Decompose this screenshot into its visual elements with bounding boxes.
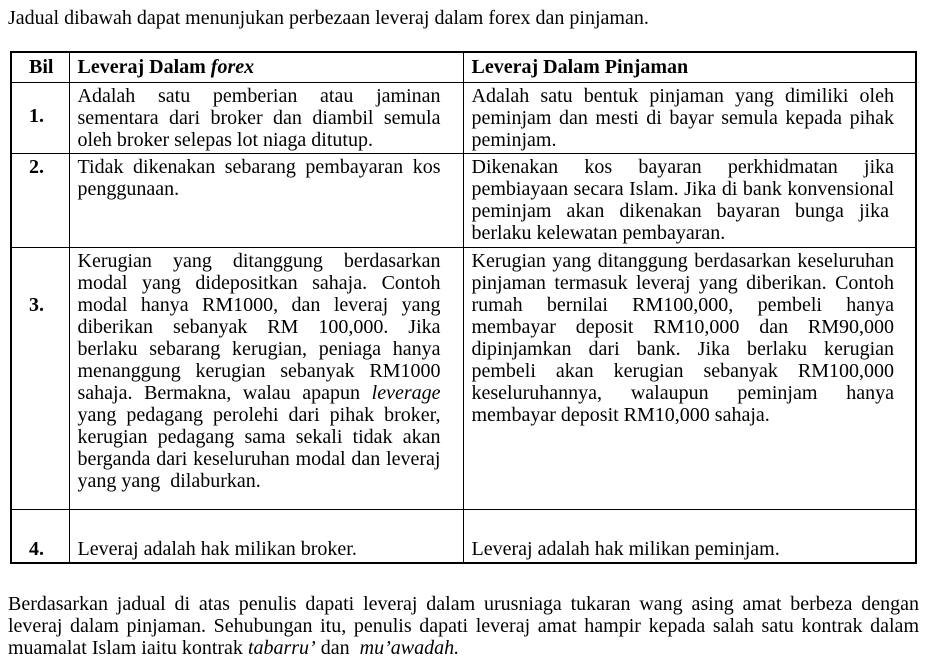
text-segment: Berdasarkan jadual di atas penulis dapati leveraj dalam urusniaga tukaran wang asing amat berbeza dengan leveraj dalam pinjaman. Sehubungan itu, penulis dapati leveraj amat hampir kepada salah satu kontrak dalam muamalat Islam iaitu kontrak: [8, 592, 919, 659]
bil-cell: 3.: [11, 247, 69, 509]
table-row: [11, 247, 916, 509]
text-segment: Leveraj adalah hak milikan peminjam.: [471, 537, 780, 560]
text-segment: Adalah satu pemberian atau jaminan sementara dari broker dan diambil semula oleh broker selepas lot niaga ditutup.: [77, 84, 441, 151]
text-segment: forex: [210, 56, 255, 79]
intro-paragraph: Jadual dibawah dapat menunjukan perbezaan leveraj dalam forex dan pinjaman.: [8, 7, 649, 29]
bil-cell: 2.: [11, 153, 69, 247]
pinjaman-cell: [463, 153, 916, 247]
pinjaman-cell: [463, 247, 916, 509]
pinjaman-cell: [463, 82, 916, 153]
comparison-table: [10, 51, 917, 564]
text-segment: Adalah satu bentuk pinjaman yang dimiliki oleh peminjam dan mesti di bayar semula kepada pihak peminjam.: [471, 84, 894, 151]
text-segment: Kerugian yang ditanggung berdasarkan keseluruhan pinjaman termasuk leveraj yang diberikan. Contoh rumah bernilai RM100,000, pembeli hanya membayar deposit RM10,000 dan RM90,000 dipinjamkan dari bank. Jika berlaku kerugian pembeli akan kerugian sebanyak RM100,000 keseluruhannya, walaupun peminjam hanya membayar deposit RM10,000 sahaja.: [471, 249, 894, 426]
bil-cell: 1.: [11, 82, 69, 153]
text-segment: yang pedagang perolehi dari pihak broker, kerugian pedagang sama sekali tidak akan berganda dari keseluruhan modal dan leveraj yang yang dilaburkan.: [77, 403, 441, 492]
table-header: [11, 52, 916, 82]
table-row: [11, 153, 916, 247]
header-leveraj-pinjaman: Leveraj Dalam Pinjaman: [463, 52, 916, 82]
forex-cell: [69, 153, 463, 247]
text-segment: Leveraj adalah hak milikan broker.: [77, 537, 357, 560]
header-bil: Bil: [11, 52, 69, 82]
text-segment: Tidak dikenakan sebarang pembayaran kos penggunaan.: [77, 155, 441, 200]
header-row: [11, 52, 916, 82]
text-segment: dan: [315, 636, 360, 659]
document-page: [0, 7, 927, 660]
text-segment: Leveraj Dalam: [77, 56, 211, 79]
table-body: [11, 82, 916, 563]
text-segment: mu’awadah.: [359, 636, 460, 659]
bil-cell: 4.: [11, 509, 69, 563]
text-segment: Dikenakan kos bayaran perkhidmatan jika pembiayaan secara Islam. Jika di bank konvensional peminjam akan dikenakan bayaran bunga jika berlaku kelewatan pembayaran.: [471, 155, 894, 244]
closing-paragraph: [8, 593, 919, 659]
forex-cell: [69, 247, 463, 509]
text-segment: Kerugian yang ditanggung berdasarkan modal yang didepositkan sahaja. Contoh modal hanya RM1000, dan leveraj yang diberikan sebanyak RM 100,000. Jika berlaku sebarang kerugian, peniaga hanya menanggung kerugian sebanyak RM1000 sahaja. Bermakna, walau apapun: [77, 249, 441, 404]
text-segment: leverage: [371, 381, 441, 404]
text-segment: tabarru’: [247, 636, 316, 659]
forex-cell: [69, 509, 463, 563]
header-leveraj-forex: [69, 52, 463, 82]
table-row: [11, 82, 916, 153]
pinjaman-cell: [463, 509, 916, 563]
forex-cell: [69, 82, 463, 153]
table-row: [11, 509, 916, 563]
